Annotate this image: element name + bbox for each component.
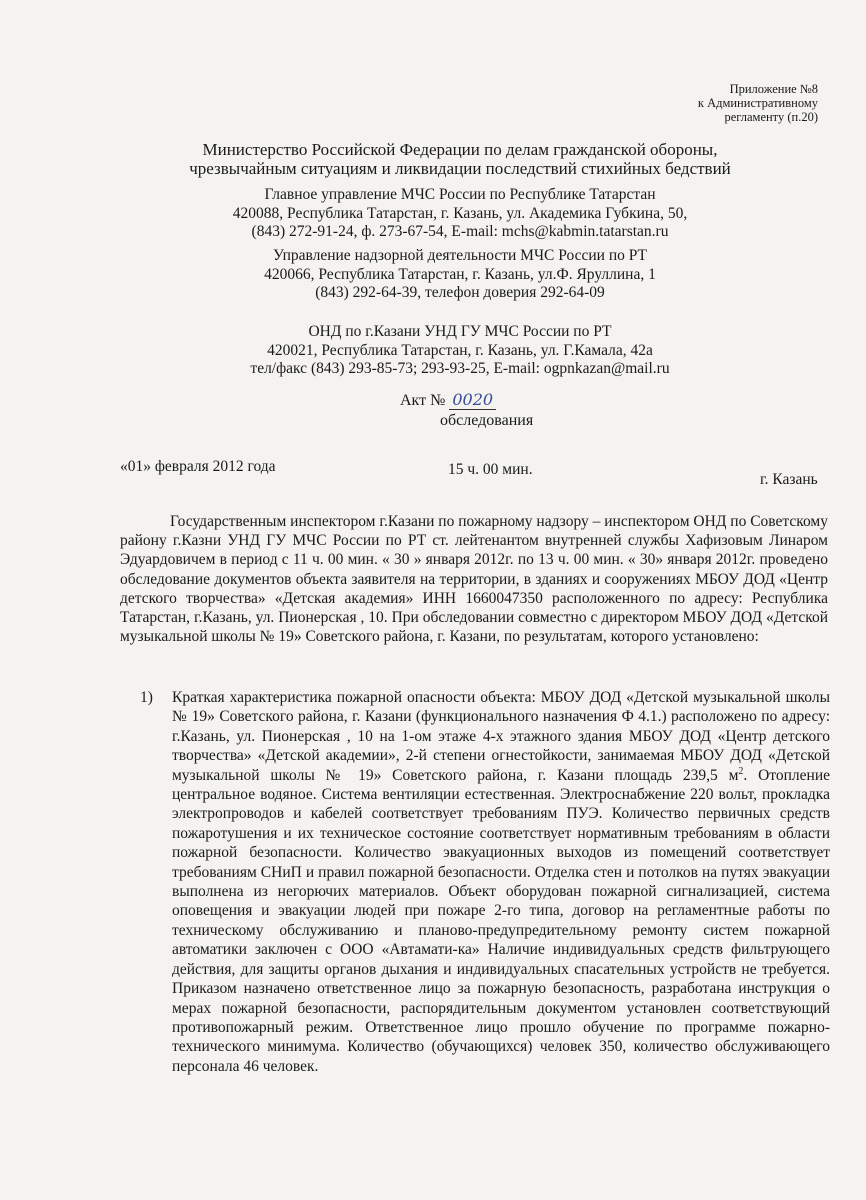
list-item-text (172, 688, 830, 1076)
act-number: 0020 (449, 390, 496, 410)
org-name: Главное управление МЧС России по Республике Татарстан (264, 186, 656, 203)
ministry-line: Министерство Российской Федерации по делам гражданской обороны, (202, 140, 718, 159)
ministry-line: чрезвычайным ситуациям и ликвидации последствий стихийных бедствий (189, 159, 731, 178)
item-text-part: Краткая характеристика пожарной опасности объекта: МБОУ ДОД «Детской музыкальной школы № 19» Советского района, г. Казани (функционального назначения Ф 4.1.) расположено по адресу: г.Казань, ул. Пионерская , 10 на 1-ом этаже 4-х этажного здания МБОУ ДОД «Центр детского творчества» «Детской академии», 2-й степени огнестойкости, занимаемая МБОУ ДОД «Детской музыкальной школы № 19» Советского района, г. Казани площадь 239,5 м (172, 689, 830, 784)
act-time: 15 ч. 00 мин. (448, 461, 533, 478)
org-contacts: (843) 272-91-24, ф. 273-67-54, E-mail: mchs@kabmin.tatarstan.ru (251, 223, 669, 240)
supervision-directorate-block (160, 247, 760, 303)
appendix-line: к Административному (697, 96, 818, 110)
act-label: Акт № (400, 392, 446, 409)
org-address: 420021, Республика Татарстан, г. Казань, ул. Г.Камала, 42а (267, 341, 653, 359)
org-contacts: тел/факс (843) 293-85-73; 293-93-25, E-mail: ogpnkazan@mail.ru (250, 360, 670, 377)
appendix-line: Приложение №8 (729, 82, 818, 96)
main-directorate-block (160, 186, 760, 242)
ond-block (160, 323, 760, 379)
org-address: 420088, Республика Татарстан, г. Казань, ул. Академика Губкина, 50, (232, 204, 688, 222)
org-contacts: (843) 292-64-39, телефон доверия 292-64-09 (315, 284, 605, 301)
ministry-header (160, 140, 760, 178)
intro-paragraph: Государственным инспектором г.Казани по пожарному надзору – инспектором ОНД по Советскому району г.Казни УНД ГУ МЧС России по РТ ст. лейтенантом внутренней службы Хафизовым Линаром Эдуардовичем в период с 11 ч. 00 мин. « 30 » января 2012г. по 13 ч. 00 мин. « 30» января 2012г. проведено обследование документов объекта заявителя на территории, в зданиях и сооружениях МБОУ ДОД «Центр детского творчества» «Детская академия» ИНН 1660047350 расположенного по адресу: Республика Татарстан, г.Казань, ул. Пионерская , 10. При обследовании совместно с директором МБОУ ДОД «Детской музыкальной школы № 19» Советского района, г. Казани, по результатам, которого установлено: (120, 513, 828, 646)
appendix-note (638, 82, 818, 124)
act-subtitle: обследования (440, 412, 534, 429)
area-superscript: 2 (738, 765, 744, 777)
list-marker: 1) (140, 689, 153, 706)
appendix-line: регламенту (п.20) (724, 110, 818, 124)
org-address: 420066, Республика Татарстан, г. Казань, ул.Ф. Яруллина, 1 (264, 265, 656, 283)
act-title (400, 390, 580, 431)
item-text-part: . Отопление центральное водяное. Система вентиляции естественная. Электроснабжение 220 вольт, прокладка электропроводов и кабелей соответствует требованиям ПУЭ. Количество первичных средств пожаротушения и их техническое состояние соответствует нормативным требованиям в области пожарной безопасности. Количество эвакуационных выходов из помещений соответствует требованиям СНиП и правил пожарной безопасности. Отделка стен и потолков на путях эвакуации выполнена из негорючих материалов. Объект оборудован пожарной сигнализацией, система оповещения и эвакуации людей при пожаре 2-го типа, договор на регламентные работы по техническому обслуживанию и планово-предупредительному ремонту систем пожарной автоматики заключен с ООО «Автамати-ка» Наличие индивидуальных средств фильтрующего действия, для защиты органов дыхания и индивидуальных спасательных устройств не требуется. Приказом назначено ответственное лицо за пожарную безопасность, разработана инструкция о мерах пожарной безопасности, распорядительным документом установлен соответствующий противопожарный режим. Ответственное лицо прошло обучение по программе пожарно-технического минимума. Количество (обучающихся) человек 350, количество обслуживающего персонала 46 человек. (172, 766, 830, 1075)
org-name: ОНД по г.Казани УНД ГУ МЧС России по РТ (308, 323, 612, 340)
act-date: «01» февраля 2012 года (120, 458, 276, 475)
act-city: г. Казань (760, 471, 818, 488)
org-name: Управление надзорной деятельности МЧС России по РТ (272, 247, 648, 264)
